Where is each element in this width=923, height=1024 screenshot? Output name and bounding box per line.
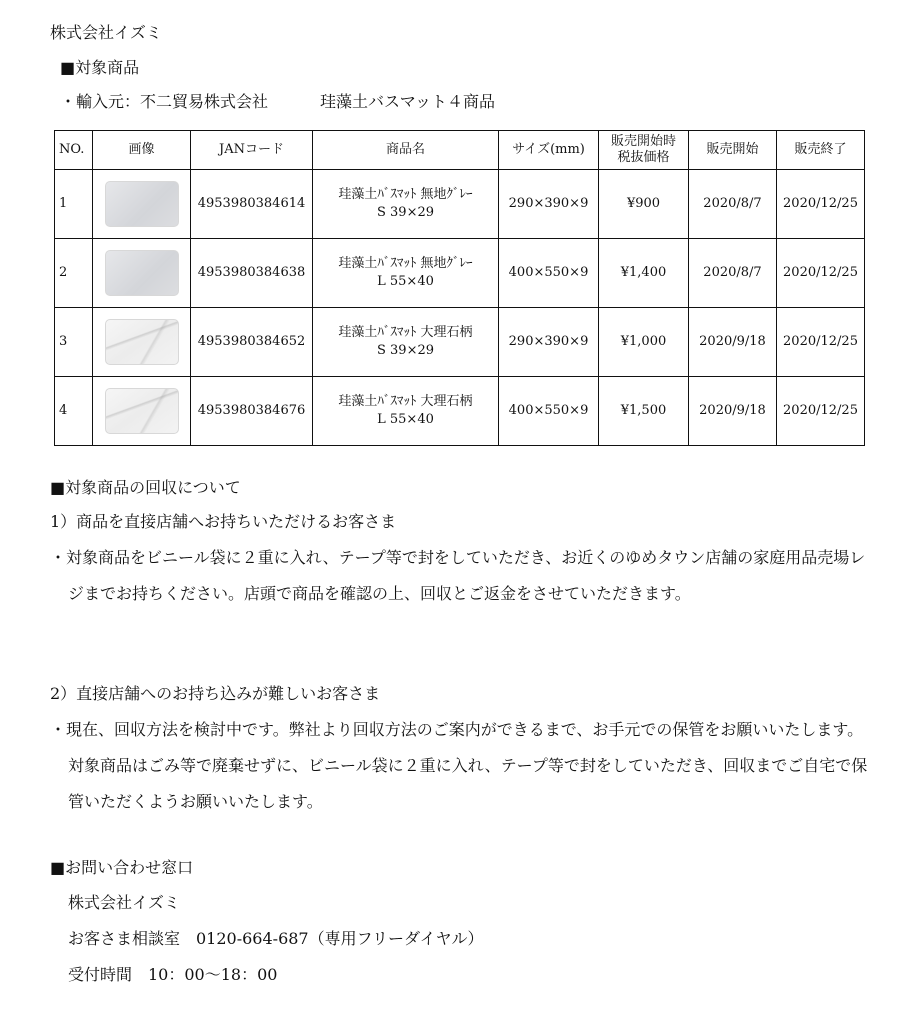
company-name: 株式会社イズミ [50,23,162,42]
cell-jan: 4953980384638 [191,239,313,308]
header-image: 画像 [93,131,191,170]
header-end: 販売終了 [777,131,865,170]
cell-end: 2020/12/25 [777,308,865,377]
table-row [55,377,865,446]
cell-price: ¥1,500 [599,377,689,446]
importer-line [60,92,495,112]
header-jan: JANコード [191,131,313,170]
cell-start: 2020/9/18 [689,308,777,377]
cell-size: 400×550×9 [499,239,599,308]
table-row [55,170,865,239]
cell-end: 2020/12/25 [777,239,865,308]
cell-size: 290×390×9 [499,170,599,239]
recall-section1-title: 1）商品を直接店舗へお持ちいただけるお客さま [50,512,397,531]
cell-start: 2020/8/7 [689,239,777,308]
header-no: NO. [55,131,93,170]
cell-price: ¥1,000 [599,308,689,377]
header-size: サイズ(mm) [499,131,599,170]
cell-price: ¥900 [599,170,689,239]
gray-bathmat-image [105,250,179,296]
contact-details [68,885,484,993]
contact-company: 株式会社イズミ [68,893,180,912]
marble-bathmat-image [105,388,179,434]
cell-size: 400×550×9 [499,377,599,446]
cell-name: 珪藻土ﾊﾞｽﾏｯﾄ 無地ｸﾞﾚｰ S 39×29 [313,170,499,239]
cell-end: 2020/12/25 [777,170,865,239]
table-row [55,308,865,377]
table-row [55,239,865,308]
cell-no: 4 [55,377,93,446]
cell-jan: 4953980384676 [191,377,313,446]
table-header-row [55,131,865,170]
header-start: 販売開始 [689,131,777,170]
cell-image [93,308,191,377]
cell-start: 2020/9/18 [689,377,777,446]
cell-image [93,170,191,239]
recall-section2-text: ・現在、回収方法を検討中です。弊社より回収方法のご案内ができるまで、お手元での保管をお願いいたします。対象商品はごみ等で廃棄せずに、ビニール袋に２重に入れ、テープ等で封をしていただき、回収までご自宅で保管いただくようお願いいたします。 [50,720,868,811]
cell-image [93,239,191,308]
cell-name: 珪藻土ﾊﾞｽﾏｯﾄ 無地ｸﾞﾚｰ L 55×40 [313,239,499,308]
recall-section1-text: ・対象商品をビニール袋に２重に入れ、テープ等で封をしていただき、お近くのゆめタウン店舗の家庭用品売場レジまでお持ちください。店頭で商品を確認の上、回収とご返金をさせていただきます。 [50,548,866,603]
contact-heading: ■お問い合わせ窓口 [50,858,194,877]
cell-image [93,377,191,446]
contact-phone: お客さま相談室 0120-664-687（専用フリーダイヤル） [68,929,484,948]
cell-no: 1 [55,170,93,239]
cell-no: 3 [55,308,93,377]
recall-heading: ■対象商品の回収について [50,478,241,497]
cell-name: 珪藻土ﾊﾞｽﾏｯﾄ 大理石柄 S 39×29 [313,308,499,377]
product-summary: 珪藻土バスマット４商品 [320,92,496,111]
cell-size: 290×390×9 [499,308,599,377]
products-table [54,130,865,446]
marble-bathmat-image [105,319,179,365]
cell-name: 珪藻土ﾊﾞｽﾏｯﾄ 大理石柄 L 55×40 [313,377,499,446]
cell-end: 2020/12/25 [777,377,865,446]
cell-jan: 4953980384652 [191,308,313,377]
recall-section2-title: 2）直接店舗へのお持ち込みが難しいお客さま [50,684,381,703]
contact-hours: 受付時間 10：00〜18：00 [68,965,278,984]
cell-price: ¥1,400 [599,239,689,308]
gray-bathmat-image [105,181,179,227]
target-products-heading: ■対象商品 [60,58,140,77]
cell-start: 2020/8/7 [689,170,777,239]
header-price: 販売開始時 税抜価格 [599,131,689,170]
cell-no: 2 [55,239,93,308]
importer-label: ・輸入元：不二貿易株式会社 [60,92,269,111]
cell-jan: 4953980384614 [191,170,313,239]
header-name: 商品名 [313,131,499,170]
